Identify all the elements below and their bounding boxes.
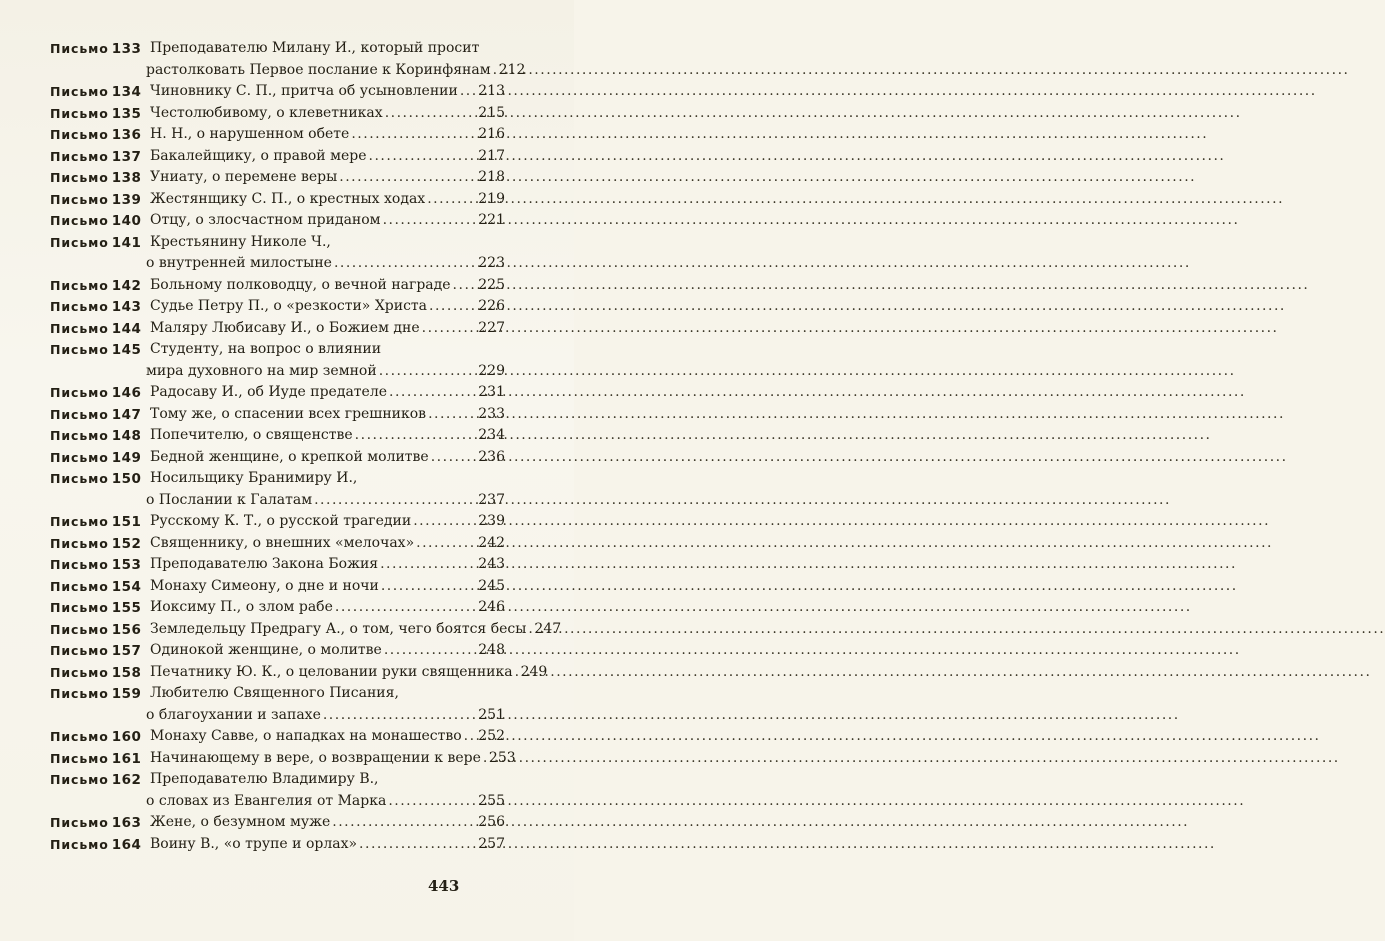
toc-entry-title: Священнику, о внешних «мелочах» — [150, 534, 415, 551]
letter-number: 142 — [111, 277, 142, 294]
toc-page-number: 234 — [478, 427, 505, 443]
toc-entry-title: Отцу, о злосчастном приданом — [150, 212, 381, 228]
letter-label — [50, 296, 141, 319]
toc-entry — [50, 619, 562, 641]
dot-leader — [385, 103, 477, 125]
toc-page-number: 236 — [478, 448, 505, 465]
letter-label — [50, 189, 141, 212]
toc-page-number: 247 — [534, 620, 562, 637]
toc-entry — [50, 339, 505, 382]
letter-label — [50, 232, 141, 255]
dot-leader — [383, 210, 477, 232]
letter-word: Письмо — [50, 772, 109, 787]
toc-entry-title: Больному полководцу, о вечной награде — [150, 276, 451, 293]
toc-entry — [50, 640, 505, 662]
letter-word: Письмо — [50, 191, 109, 207]
dot-leader — [431, 447, 477, 469]
letter-label — [50, 769, 141, 792]
letter-label — [50, 404, 141, 427]
toc-entry — [50, 425, 505, 447]
toc-entry-line — [50, 404, 505, 426]
toc-entry — [50, 597, 505, 619]
letter-number: 155 — [111, 600, 142, 616]
toc-page-number: 239 — [478, 513, 505, 529]
toc-entry-title: Земледельцу Предрагу А., о том, чего боятся бесы — [150, 620, 527, 637]
letter-number: 135 — [111, 105, 142, 122]
toc-entry — [50, 533, 505, 555]
toc-entry-title: Одинокой женщине, о молитве — [150, 642, 382, 658]
toc-page-number: 225 — [478, 276, 505, 293]
letter-label — [50, 425, 141, 448]
toc-entry-title: Русскому К. Т., о русской трагедии — [150, 513, 412, 529]
toc-page-number: 242 — [478, 534, 505, 551]
toc-entry-line — [50, 425, 505, 447]
letter-word: Письмо — [50, 449, 109, 465]
toc-entry-title: Носильщику Бранимиру И., — [150, 470, 358, 486]
letter-word: Письмо — [50, 535, 109, 551]
toc-entry-line — [50, 554, 505, 576]
toc-page-number: 231 — [478, 384, 505, 400]
letter-label — [50, 167, 141, 190]
toc-entry-line — [50, 382, 505, 404]
toc-page-number: 253 — [488, 749, 516, 766]
toc-entry — [50, 404, 505, 426]
dot-leader — [359, 834, 476, 856]
letter-label — [50, 511, 141, 534]
letter-number: 149 — [111, 449, 142, 466]
toc-entry-line — [50, 210, 505, 232]
letter-word: Письмо — [50, 428, 109, 443]
toc-entry-title: Жене, о безумном муже — [150, 814, 331, 830]
toc-entry-line — [50, 812, 505, 834]
toc-page-number: 248 — [478, 642, 505, 658]
toc-entry-line — [50, 124, 505, 146]
toc-entry-line — [50, 468, 505, 490]
letter-word: Письмо — [50, 514, 109, 529]
letter-label — [50, 619, 141, 642]
toc-page-number: 257 — [478, 835, 505, 852]
toc-entry-title: Судье Петру П., о «резкости» Христа — [150, 298, 428, 314]
toc-page-number: 212 — [498, 61, 526, 78]
letter-number: 145 — [111, 342, 142, 358]
letter-word: Письмо — [50, 471, 109, 486]
dot-leader — [323, 705, 476, 727]
dot-leader — [381, 576, 476, 598]
toc-entry-line — [50, 81, 505, 103]
letter-word: Письмо — [50, 148, 109, 164]
letter-number: 161 — [111, 750, 142, 767]
toc-entry-line — [50, 834, 505, 856]
dot-leader — [416, 533, 476, 555]
toc-entry-title: Честолюбивому, о клеветниках — [150, 104, 383, 121]
dot-leader — [384, 640, 476, 662]
letter-label — [50, 81, 141, 104]
dot-leader — [369, 146, 477, 168]
toc-entry-line — [50, 640, 505, 662]
toc-entry-line — [50, 597, 505, 619]
toc-entry-title: Жестянщику С. П., о крестных ходах — [150, 190, 426, 207]
toc-page-number: 217 — [478, 147, 505, 164]
toc-entry — [50, 318, 505, 340]
letter-number: 133 — [111, 41, 142, 57]
toc-entry-line — [50, 232, 505, 254]
toc-entry — [50, 726, 505, 748]
letter-number: 144 — [111, 320, 142, 337]
toc-entry-title: мира духовного на мир земной — [146, 362, 377, 379]
toc-entry — [50, 447, 505, 469]
letter-word: Письмо — [50, 643, 109, 658]
letter-word: Письмо — [50, 557, 109, 572]
toc-entry — [50, 124, 505, 146]
letter-number: 164 — [111, 836, 142, 853]
letter-label — [50, 597, 141, 620]
dot-leader — [427, 189, 476, 211]
letter-number: 152 — [111, 535, 142, 552]
toc-page-number: 252 — [478, 728, 505, 744]
toc-entry-title: Преподавателю Владимиру В., — [150, 771, 379, 787]
toc-page-number: 256 — [478, 814, 505, 830]
toc-page-number: 243 — [478, 556, 505, 572]
toc-page-number: 226 — [478, 298, 505, 314]
dot-leader — [388, 791, 476, 813]
toc-entry-title: Попечителю, о священстве — [150, 427, 353, 443]
letter-number: 163 — [111, 815, 142, 831]
toc-entry-title: Преподавателю Закона Божия — [150, 556, 379, 572]
toc-entry-title: Бакалейщику, о правой мере — [150, 147, 367, 164]
toc-entry-title: Монаху Симеону, о дне и ночи — [150, 577, 379, 594]
toc-entry — [50, 210, 505, 232]
toc-entry-continuation — [50, 791, 505, 813]
dot-leader — [335, 597, 476, 619]
letter-label — [50, 748, 141, 771]
toc-entry-line — [50, 275, 505, 297]
toc-entry-line — [50, 447, 505, 469]
dot-leader — [379, 361, 477, 383]
toc-entry — [50, 683, 505, 726]
toc-entry-title: Воину В., «о трупе и орлах» — [150, 835, 358, 852]
letter-number: 148 — [111, 428, 142, 444]
letter-number: 154 — [111, 578, 142, 595]
letter-word: Письмо — [50, 578, 109, 594]
dot-leader — [380, 554, 476, 576]
dot-leader — [332, 812, 476, 834]
toc-page-number: 221 — [478, 212, 505, 228]
letter-label — [50, 554, 141, 577]
letter-word: Письмо — [50, 170, 109, 185]
letter-label — [50, 640, 141, 663]
letter-word: Письмо — [50, 621, 109, 637]
letter-word: Письмо — [50, 385, 109, 400]
toc-entry-continuation — [50, 253, 505, 275]
toc-entry — [50, 189, 505, 211]
letter-label — [50, 834, 141, 857]
toc-entry — [50, 769, 505, 812]
toc-entry-line — [50, 189, 505, 211]
toc-entry — [50, 38, 526, 81]
toc-entry-title: растолковать Первое послание к Коринфянам — [146, 61, 491, 78]
toc-entry-continuation — [50, 490, 505, 512]
toc-page-number: 245 — [478, 577, 505, 594]
toc-entry-title: о словах из Евангелия от Марка — [146, 792, 387, 809]
toc-entry-line — [50, 296, 505, 318]
letter-word: Письмо — [50, 686, 109, 701]
letter-number: 150 — [111, 471, 142, 487]
toc-page-number: 227 — [478, 319, 505, 336]
toc-entry-line — [50, 339, 505, 361]
letter-number: 140 — [111, 213, 142, 229]
toc-entry-continuation — [50, 705, 505, 727]
toc-entry-title: Маляру Любисаву И., о Божием дне — [150, 319, 420, 336]
toc-entry-continuation — [50, 361, 505, 383]
toc-entry-title: Крестьянину Николе Ч., — [150, 233, 331, 250]
toc-entry-line — [50, 726, 505, 748]
toc-entry — [50, 748, 516, 770]
toc-page-number: 218 — [478, 169, 505, 185]
toc-page-number: 255 — [478, 792, 505, 809]
toc-entry-title: Радосаву И., об Иуде предателе — [150, 384, 387, 400]
toc-page-number: 216 — [478, 126, 505, 142]
letter-number: 146 — [111, 385, 142, 401]
dot-leader — [422, 318, 477, 340]
toc-entry-title: Н. Н., о нарушенном обете — [150, 126, 350, 142]
letter-word: Письмо — [50, 750, 109, 766]
letter-label — [50, 339, 141, 362]
letter-label — [50, 275, 141, 298]
dot-leader — [453, 275, 477, 297]
toc-entry — [50, 576, 505, 598]
letter-label — [50, 662, 141, 685]
letter-label — [50, 38, 141, 61]
toc-entry-line — [50, 167, 505, 189]
letter-number: 136 — [111, 127, 142, 143]
toc-entry-title: Чиновнику С. П., притча об усыновлении — [150, 83, 458, 99]
toc-entry-line — [50, 533, 505, 555]
toc-entry-title: Начинающему в вере, о возвращении к вере — [150, 749, 481, 766]
letter-number: 134 — [111, 84, 142, 100]
toc-entry-line — [50, 318, 505, 340]
letter-word: Письмо — [50, 299, 109, 314]
book-page: Письмо 133 Преподавателю Милану И., который просит растолковать Первое послание к Коринфянам ..... 212 Письмо 134 Чиновнику С. П., притча об усыновлении ..... 213 Письмо 135 Честолюбивому, о клеветниках ..... 215 Письмо 136 Н. Н., о нарушенном обете ..... 216 Письмо 137 Бакалейщику, о правой мере ..... 217 Письмо 138 Униату, о перемене веры ..... 218 Письмо 139 Жестянщику С. П., о крестных ходах ..... 219 Письмо 140 Отцу, о злосчастном приданом ..... 221 Письмо 141 Крестьянину Николе Ч., о внутренней милостыне ..... 223 Письмо 142 Больному полководцу, о вечной награде ..... 225 Письмо 143 Судье Петру П., о «резкости» Христа ..... 226 Письмо 144 Маляру Любисаву И., о Божием дне ..... 227 Письмо 145 Студенту, на вопрос о влиянии мира духовного на мир земной ..... 229 Письмо 146 Радосаву И., об Иуде предателе ..... 231 Письмо 147 Тому же, о спасении всех грешников ..... 233 Письмо 148 Попечителю, о священстве ..... 234 Письмо 149 Бедной женщине, о крепкой молитве ..... 236 Письмо 150 Носильщику Бранимиру И., о Послании к Галатам ..... 237 Письмо 151 Русскому К. Т., о русской трагедии ..... 239 Письмо 152 Священнику, о внешних «мелочах» ..... 242 Письмо 153 Преподавателю Закона Божия ..... 243 Письмо 154 Монаху Симеону, о дне и ночи ..... 245 Письмо 155 Иоксиму П., о злом рабе ..... 246 Письмо 156 Земледельцу Предрагу А., о том, чего боятся бесы ..... 247 Письмо 157 Одинокой женщине, о молитве ..... 248 Письмо 158 Печатнику Ю. К., о целовании руки священника ..... 249 Письмо 159 Любителю Священного Писания, о благоухании и запахе ..... 251 Письмо 160 Монаху Савве, о нападках на монашество ..... 252 Письмо 161 Начинающему в вере, о возвращении к вере ..... 253 Письмо 162 Преподавателю Владимиру В., о словах из Евангелия от Марка ..... 255 Письмо 163 Жене, о безумном муже ..... 256 Письмо 164 Воину В., «о трупе и орлах» ..... 257 443 — [0, 0, 574, 941]
letter-word: Письмо — [50, 600, 109, 615]
toc-entry-title: о внутренней милостыне — [146, 255, 332, 271]
dot-leader — [413, 511, 476, 533]
toc-entry-title: Преподавателю Милану И., который просит — [150, 40, 480, 56]
letter-word: Письмо — [50, 836, 109, 852]
letter-number: 162 — [111, 772, 142, 788]
toc-entry — [50, 554, 505, 576]
letter-label — [50, 146, 141, 169]
dot-leader — [334, 253, 476, 275]
letter-number: 153 — [111, 557, 142, 573]
letter-word: Письмо — [50, 105, 109, 121]
toc-page-number: 223 — [478, 255, 505, 271]
dot-leader — [355, 425, 477, 447]
letter-number: 156 — [111, 621, 142, 638]
letter-number: 151 — [111, 514, 142, 530]
letter-word: Письмо — [50, 815, 109, 830]
letter-word: Письмо — [50, 320, 109, 336]
dot-leader — [460, 81, 476, 103]
dot-leader — [314, 490, 476, 512]
toc-entry — [50, 812, 505, 834]
letter-number: 141 — [111, 234, 142, 251]
toc-entry-title: Иоксиму П., о злом рабе — [150, 599, 333, 615]
toc-entry-continuation — [50, 60, 526, 82]
toc-entry-line — [50, 748, 516, 770]
toc-entry — [50, 382, 505, 404]
toc-entry — [50, 103, 505, 125]
dot-leader — [483, 748, 487, 770]
toc-entry-line — [50, 683, 505, 705]
toc-entry-line — [50, 146, 505, 168]
letter-number: 143 — [111, 299, 142, 315]
letter-label — [50, 447, 141, 470]
dot-leader — [464, 726, 477, 748]
toc-page-number: 213 — [478, 83, 505, 99]
toc-entry — [50, 511, 505, 533]
dot-leader — [429, 296, 476, 318]
dot-leader — [389, 382, 476, 404]
toc-entry-line — [50, 576, 505, 598]
letter-word: Письмо — [50, 664, 109, 680]
toc-entry-title: о Послании к Галатам — [146, 491, 313, 508]
dot-leader — [428, 404, 476, 426]
letter-number: 137 — [111, 148, 142, 165]
dot-leader — [351, 124, 476, 146]
letter-label — [50, 103, 141, 126]
letter-number: 157 — [111, 643, 142, 659]
toc-entry — [50, 468, 505, 511]
dot-leader — [528, 619, 532, 641]
letter-label — [50, 576, 141, 599]
toc-entry-line — [50, 38, 505, 60]
letter-word: Письмо — [50, 729, 109, 744]
letter-number: 139 — [111, 191, 142, 208]
toc-entry — [50, 81, 505, 103]
letter-word: Письмо — [50, 277, 109, 293]
letter-number: 138 — [111, 170, 142, 186]
toc-entry-line — [50, 511, 505, 533]
letter-word: Письмо — [50, 84, 109, 99]
toc-entry-line — [50, 619, 562, 641]
letter-label — [50, 726, 141, 749]
letter-word: Письмо — [50, 127, 109, 142]
toc-entry-title: Печатнику Ю. К., о целовании руки священника — [150, 663, 513, 680]
toc-entry-title: Тому же, о спасении всех грешников — [150, 405, 427, 422]
letter-word: Письмо — [50, 41, 109, 56]
toc-page-number: 246 — [478, 599, 505, 615]
toc-entry — [50, 662, 548, 684]
letter-label — [50, 382, 141, 405]
letter-number: 147 — [111, 406, 142, 423]
letter-word: Письмо — [50, 213, 109, 228]
letter-label — [50, 533, 141, 556]
toc-page-number: 249 — [520, 663, 548, 680]
letter-number: 158 — [111, 664, 142, 681]
toc-page-number: 237 — [478, 491, 505, 508]
letter-label — [50, 124, 141, 147]
toc-entry-line — [50, 103, 505, 125]
letter-number: 159 — [111, 686, 142, 702]
toc-page-number: 215 — [478, 104, 505, 121]
toc-page-number: 219 — [478, 190, 505, 207]
letter-word: Письмо — [50, 234, 109, 250]
toc-entry — [50, 146, 505, 168]
toc-entry — [50, 275, 505, 297]
dot-leader — [339, 167, 476, 189]
letter-label — [50, 210, 141, 233]
toc-entry — [50, 834, 505, 856]
toc-page-number: 229 — [478, 362, 505, 379]
letter-label — [50, 318, 141, 341]
letter-label — [50, 683, 141, 706]
toc-page-number: 233 — [478, 405, 505, 422]
toc-entry — [50, 167, 505, 189]
toc-entry-title: Студенту, на вопрос о влиянии — [150, 341, 382, 357]
toc-entry-title: о благоухании и запахе — [146, 706, 321, 723]
letter-label — [50, 468, 141, 491]
toc-page-number: 251 — [478, 706, 505, 723]
letter-number: 160 — [111, 729, 142, 745]
toc-entry-title: Униату, о перемене веры — [150, 169, 338, 185]
toc-entry-line — [50, 662, 548, 684]
toc-entry-title: Монаху Савве, о нападках на монашество — [150, 728, 462, 744]
toc-entry — [50, 296, 505, 318]
toc-entry-title: Бедной женщине, о крепкой молитве — [150, 448, 429, 465]
toc-entry-title: Любителю Священного Писания, — [150, 685, 399, 701]
letter-word: Письмо — [50, 342, 109, 357]
toc-entry-line — [50, 769, 505, 791]
letter-label — [50, 812, 141, 835]
toc-entry — [50, 232, 505, 275]
table-of-contents — [50, 38, 562, 855]
dot-leader — [515, 662, 519, 684]
letter-word: Письмо — [50, 406, 109, 422]
dot-leader — [493, 60, 497, 82]
